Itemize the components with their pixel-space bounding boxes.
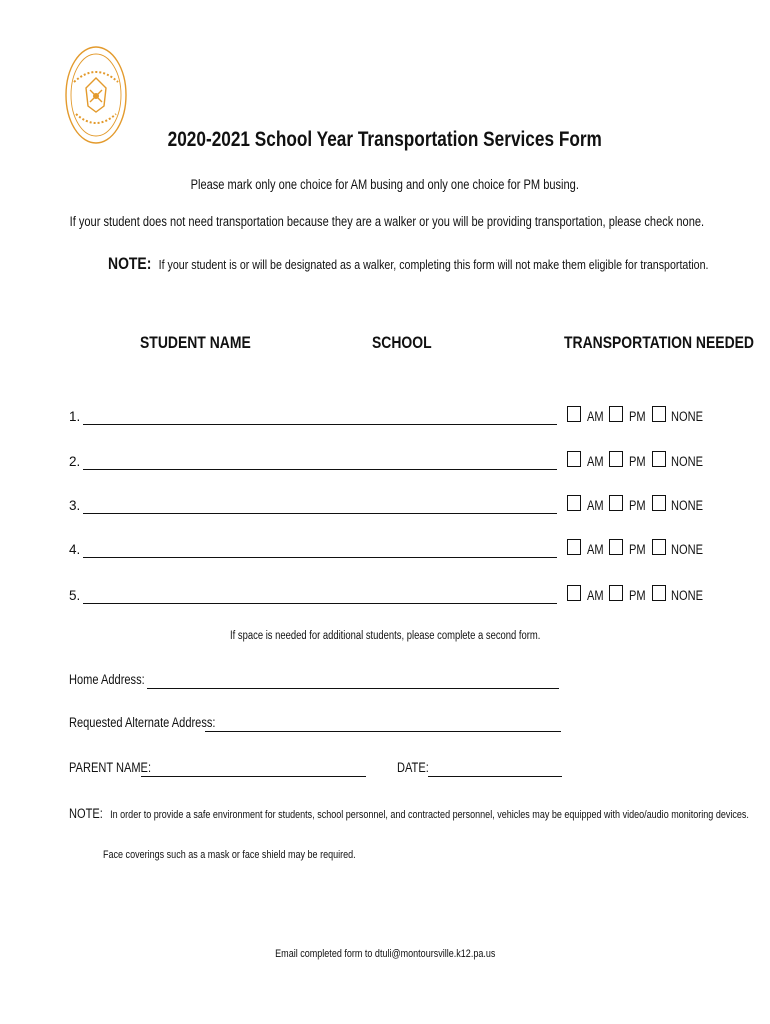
am-checkbox[interactable]	[567, 495, 581, 511]
note-text: In order to provide a safe environment for students, school personnel, and contracted personnel, vehicles may be equipped with video/audio monitoring devices.	[110, 809, 749, 821]
pm-checkbox[interactable]	[609, 451, 623, 467]
student-school-line[interactable]	[83, 424, 557, 425]
am-checkbox[interactable]	[567, 406, 581, 422]
parent-name-label: PARENT NAME:	[69, 760, 152, 775]
am-checkbox[interactable]	[567, 539, 581, 555]
none-label: NONE	[671, 542, 703, 557]
pm-checkbox[interactable]	[609, 495, 623, 511]
column-header-transportation: TRANSPORTATION NEEDED	[564, 333, 755, 352]
instruction-check-none: If your student does not need transportation because they are a walker or you will be providing transportation, please check none.	[69, 214, 705, 229]
none-checkbox[interactable]	[652, 406, 666, 422]
pm-label: PM	[629, 542, 646, 557]
student-school-line[interactable]	[83, 603, 557, 604]
row-number: 4.	[69, 542, 81, 557]
date-label: DATE:	[397, 760, 429, 775]
column-header-school: SCHOOL	[372, 333, 432, 352]
row-number: 3.	[69, 498, 81, 513]
none-checkbox[interactable]	[652, 539, 666, 555]
none-label: NONE	[671, 409, 703, 424]
am-checkbox[interactable]	[567, 585, 581, 601]
none-label: NONE	[671, 498, 703, 513]
row-number: 5.	[69, 588, 81, 603]
video-monitoring-note	[69, 805, 770, 823]
am-label: AM	[587, 409, 604, 424]
none-label: NONE	[671, 454, 703, 469]
parent-name-field[interactable]	[141, 776, 366, 777]
am-label: AM	[587, 454, 604, 469]
form-title: 2020-2021 School Year Transportation Services Form	[167, 128, 603, 151]
none-checkbox[interactable]	[652, 495, 666, 511]
none-label: NONE	[671, 588, 703, 603]
none-checkbox[interactable]	[652, 451, 666, 467]
student-school-line[interactable]	[83, 513, 557, 514]
walker-note	[108, 254, 770, 274]
student-school-line[interactable]	[83, 557, 557, 558]
row-number: 2.	[69, 454, 81, 469]
pm-checkbox[interactable]	[609, 406, 623, 422]
date-field[interactable]	[428, 776, 562, 777]
am-checkbox[interactable]	[567, 451, 581, 467]
none-checkbox[interactable]	[652, 585, 666, 601]
home-address-label: Home Address:	[69, 672, 145, 687]
alternate-address-label: Requested Alternate Address:	[69, 715, 216, 730]
face-covering-note: Face coverings such as a mask or face shield may be required.	[103, 849, 356, 861]
note-label: NOTE:	[108, 254, 152, 273]
pm-label: PM	[629, 409, 646, 424]
column-header-student-name: STUDENT NAME	[140, 333, 251, 352]
pm-label: PM	[629, 588, 646, 603]
alternate-address-field[interactable]	[205, 731, 561, 732]
student-school-line[interactable]	[83, 469, 557, 470]
pm-label: PM	[629, 454, 646, 469]
pm-label: PM	[629, 498, 646, 513]
email-instruction: Email completed form to dtuli@montoursville.k12.pa.us	[274, 948, 496, 960]
note-label: NOTE:	[69, 806, 103, 821]
am-label: AM	[587, 498, 604, 513]
instruction-one-choice: Please mark only one choice for AM busing and only one choice for PM busing.	[190, 177, 580, 192]
additional-students-note: If space is needed for additional students, please complete a second form.	[229, 630, 541, 642]
pm-checkbox[interactable]	[609, 585, 623, 601]
am-label: AM	[587, 588, 604, 603]
row-number: 1.	[69, 409, 81, 424]
pm-checkbox[interactable]	[609, 539, 623, 555]
am-label: AM	[587, 542, 604, 557]
home-address-field[interactable]	[147, 688, 559, 689]
note-text: If your student is or will be designated as a walker, completing this form will not make them eligible for transportation.	[158, 257, 709, 272]
